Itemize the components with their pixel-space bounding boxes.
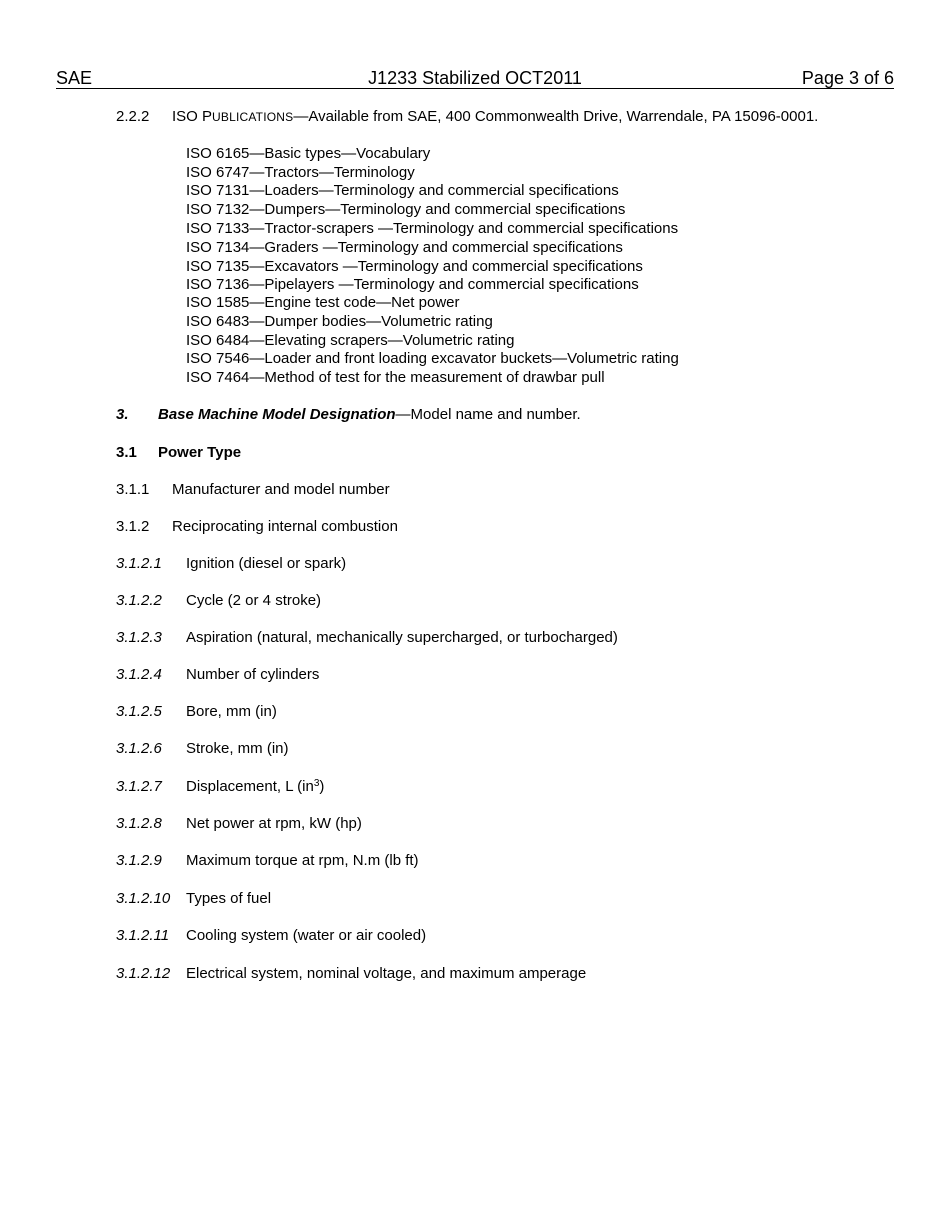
subitem-number: 3.1.2.9 [116, 852, 162, 869]
section-number: 2.2.2 [116, 108, 150, 125]
page-header [56, 66, 894, 89]
list-item: ISO 7133—Tractor-scrapers —Terminology and commercial specifications [186, 220, 679, 237]
subitem-number: 3.1.2.2 [116, 592, 162, 609]
list-item: ISO 7131—Loaders—Terminology and commercial specifications [186, 182, 619, 199]
list-item: ISO 7464—Method of test for the measurement of drawbar pull [186, 369, 605, 386]
subitem-text [186, 778, 324, 796]
section-number: 3. [116, 406, 129, 423]
superscript: 3 [313, 778, 320, 789]
subitem-number: 3.1.2.7 [116, 778, 162, 795]
list-item: ISO 7136—Pipelayers —Terminology and commercial specifications [186, 276, 639, 293]
subitem-text: Number of cylinders [186, 666, 320, 683]
subitem-text: Aspiration (natural, mechanically supercharged, or turbocharged) [186, 629, 618, 646]
subitem-text: Net power at rpm, kW (hp) [186, 815, 362, 832]
subitem-number: 3.1.2.4 [116, 666, 162, 683]
subitem-number: 3.1.2.6 [116, 740, 162, 757]
list-item: ISO 7134—Graders —Terminology and commercial specifications [186, 239, 623, 256]
subitem-text: Stroke, mm (in) [186, 740, 289, 757]
list-item: ISO 7546—Loader and front loading excavator buckets—Volumetric rating [186, 350, 679, 367]
subitem-text-main: Displacement, L (in [186, 778, 314, 795]
subitem-text: Cooling system (water or air cooled) [186, 927, 427, 944]
subitem-text: Types of fuel [186, 890, 272, 907]
section-text: Manufacturer and model number [172, 481, 390, 498]
header-org: SAE [56, 68, 93, 88]
list-item: ISO 6483—Dumper bodies—Volumetric rating [186, 313, 493, 330]
list-item: ISO 7135—Excavators —Terminology and commercial specifications [186, 258, 643, 275]
subitem-text: Ignition (diesel or spark) [186, 555, 347, 572]
subitem-text: Bore, mm (in) [186, 703, 277, 720]
subitem-number: 3.1.2.3 [116, 629, 162, 646]
section-heading [172, 108, 818, 126]
heading-title: Base Machine Model Designation [158, 406, 396, 423]
subitem-text: Cycle (2 or 4 stroke) [186, 592, 322, 609]
heading-text: —Available from SAE, 400 Commonwealth Drive, Warrendale, PA 15096-0001. [293, 108, 819, 125]
subitem-text: Electrical system, nominal voltage, and maximum amperage [186, 965, 587, 982]
list-item: ISO 6747—Tractors—Terminology [186, 164, 415, 181]
subitem-number: 3.1.2.1 [116, 555, 162, 572]
list-item: ISO 1585—Engine test code—Net power [186, 294, 460, 311]
section-text: Reciprocating internal combustion [172, 518, 398, 535]
heading-text: —Model name and number. [395, 406, 581, 423]
subitem-text: Maximum torque at rpm, N.m (lb ft) [186, 852, 419, 869]
subitem-number: 3.1.2.10 [116, 890, 171, 907]
section-number: 3.1.1 [116, 481, 150, 498]
section-heading [158, 406, 581, 424]
subitem-number: 3.1.2.11 [116, 927, 170, 944]
subitem-text-suffix: ) [319, 778, 325, 795]
header-document-id: J1233 Stabilized OCT2011 [368, 68, 582, 88]
subitem-number: 3.1.2.8 [116, 815, 162, 832]
list-item: ISO 7132—Dumpers—Terminology and commercial specifications [186, 201, 626, 218]
heading-small-caps: UBLICATIONS [212, 110, 294, 124]
list-item: ISO 6484—Elevating scrapers—Volumetric rating [186, 332, 515, 349]
section-number: 3.1.2 [116, 518, 150, 535]
subitem-number: 3.1.2.12 [116, 965, 171, 982]
section-number: 3.1 [116, 444, 137, 461]
subitem-number: 3.1.2.5 [116, 703, 162, 720]
list-item: ISO 6165—Basic types—Vocabulary [186, 145, 431, 162]
heading-initial: ISO P [172, 108, 213, 125]
section-heading: Power Type [158, 444, 242, 461]
header-page-number: Page 3 of 6 [801, 68, 894, 88]
